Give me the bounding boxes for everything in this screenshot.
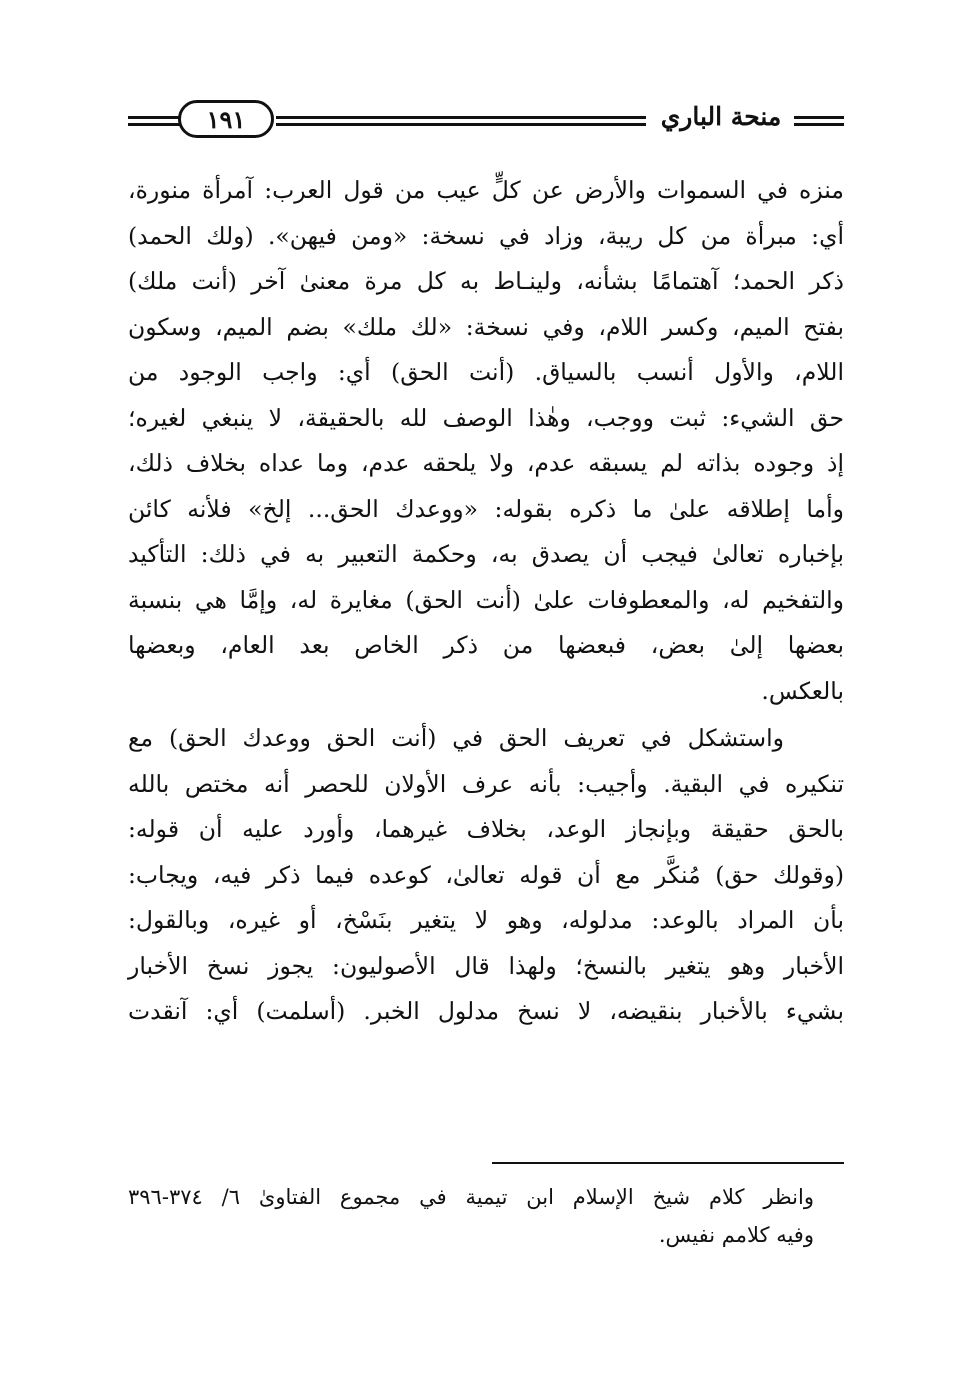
text-line: واستشكل في تعريف الحق في (أنت الحق ووعدك الحق) مع <box>128 724 784 752</box>
main-text <box>128 168 844 1035</box>
text-line: بشيء بالأخبار بنقيضه، لا نسخ مدلول الخبر. (أسلمت) أي: آنقدت <box>128 997 844 1025</box>
header-rule-right <box>794 116 844 119</box>
running-title: منحة الباري <box>660 102 782 131</box>
text-line: بعضها إلىٰ بعض، فبعضها من ذكر الخاص بعد العام، وبعضها <box>128 631 844 659</box>
footnote-line: وانظر كلام شيخ الإسلام ابن تيمية في مجموع الفتاوىٰ ٦/ ٣٧٤-٣٩٦ <box>128 1185 814 1209</box>
text-line: وأما إطلاقه علىٰ ما ذكره بقوله: «ووعدك الحق... إلخ» فلأنه كائن <box>128 494 844 523</box>
text-line: بالعكس. <box>761 676 844 705</box>
text-line: ذكر الحمد؛ آهتمامًا بشأنه، ولينـاط به كل مرة معنىٰ آخر (أنت ملك) <box>128 267 844 295</box>
header-rule-middle <box>276 116 646 119</box>
page-number-badge <box>178 100 274 138</box>
text-line: منزه في السموات والأرض عن كلٍّ عيب من قول العرب: آمرأة منورة، <box>128 176 844 204</box>
text-line: الأخبار وهو يتغير بالنسخ؛ ولهذا قال الأصوليون: يجوز نسخ الأخبار <box>128 951 844 980</box>
text-line: بالحق حقيقة وبإنجاز الوعد، بخلاف غيرهما، وأورد عليه أن قوله: <box>128 815 844 843</box>
text-line: بأن المراد بالوعد: مدلوله، وهو لا يتغير بنَسْخ، أو غيره، وبالقول: <box>128 906 844 934</box>
text-line: تنكيره في البقية. وأجيب: بأنه عرف الأولان للحصر أنه مختص بالله <box>128 769 844 798</box>
page-number: ١٩١ <box>206 104 246 134</box>
footnote-separator <box>492 1162 844 1164</box>
paragraph-1 <box>128 168 844 714</box>
page-header <box>128 98 844 146</box>
text-line: أي: مبرأة من كل ريبة، وزاد في نسخة: «ومن فيهن». (ولك الحمد) <box>128 221 844 250</box>
text-line: حق الشيء: ثبت ووجب، وهٰذا الوصف لله بالحقيقة، لا ينبغي لغيره؛ <box>128 403 844 432</box>
text-line: بفتح الميم، وكسر اللام، وفي نسخة: «لك ملك» بضم الميم، وسكون <box>128 312 844 341</box>
text-line: بإخباره تعالىٰ فيجب أن يصدق به، وحكمة التعبير به في ذلك: التأكيد <box>128 540 844 568</box>
text-line: والتفخيم له، والمعطوفات علىٰ (أنت الحق) مغايرة له، وإمَّا هي بنسبة <box>128 585 844 614</box>
footnote-line: وفيه كلامم نفيس. <box>658 1223 814 1247</box>
footnote <box>128 1178 814 1254</box>
paragraph-2 <box>128 716 844 1035</box>
text-line: إذ وجوده بذاته لم يسبقه عدم، ولا يلحقه عدم، وما عداه بخلاف ذلك، <box>128 449 844 477</box>
text-line: (وقولك حق) مُنكَّر مع أن قوله تعالىٰ، كوعده فيما ذكر فيه، ويجاب: <box>128 860 844 889</box>
header-rule-left <box>128 116 180 119</box>
text-line: اللام، والأول أنسب بالسياق. (أنت الحق) أي: واجب الوجود من <box>128 358 844 386</box>
